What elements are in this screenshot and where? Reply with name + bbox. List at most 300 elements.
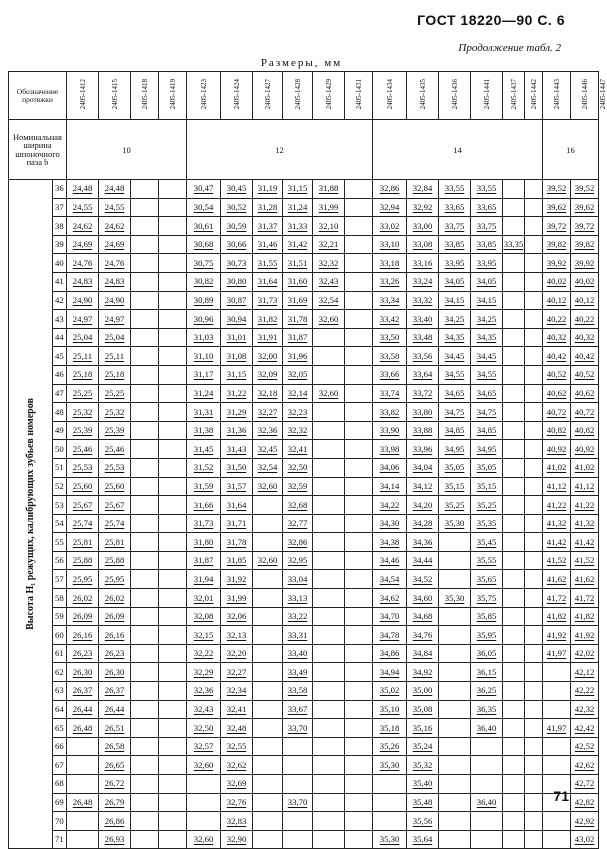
value-cell [131, 626, 159, 645]
value-cell [313, 644, 345, 663]
value-cell: 33,88 [407, 421, 439, 440]
value-cell [313, 793, 345, 812]
value-cell: 33,66 [373, 365, 407, 384]
value-cell [543, 737, 571, 756]
value-cell: 35,15 [471, 477, 503, 496]
value-cell: 31,28 [253, 198, 283, 217]
value-cell [525, 365, 543, 384]
value-cell [503, 700, 525, 719]
value-cell: 32,69 [221, 775, 253, 794]
value-cell: 31,15 [221, 365, 253, 384]
value-cell: 32,62 [221, 756, 253, 775]
value-cell: 31,45 [187, 440, 221, 459]
value-cell: 40,12 [543, 291, 571, 310]
value-cell [503, 180, 525, 199]
value-cell: 32,76 [221, 793, 253, 812]
value-cell: 34,15 [439, 291, 471, 310]
value-cell [131, 607, 159, 626]
value-cell: 24,55 [67, 198, 99, 217]
table-row [9, 812, 599, 831]
value-cell: 31,29 [221, 403, 253, 422]
value-cell [131, 496, 159, 515]
value-cell [313, 830, 345, 849]
value-cell [471, 812, 503, 831]
value-cell: 26,16 [99, 626, 131, 645]
value-cell: 41,12 [571, 477, 599, 496]
value-cell: 33,34 [373, 291, 407, 310]
value-cell: 30,82 [187, 272, 221, 291]
designation-label: 2405-1415 [110, 79, 119, 110]
table-row [9, 682, 599, 701]
value-cell: 34,35 [439, 328, 471, 347]
value-cell [439, 700, 471, 719]
value-cell [345, 328, 373, 347]
tooth-number: 69 [53, 793, 67, 812]
value-cell: 40,22 [571, 310, 599, 329]
designation-label: 2405-1418 [140, 79, 149, 110]
value-cell: 25,60 [99, 477, 131, 496]
value-cell: 26,79 [99, 793, 131, 812]
value-cell: 40,52 [543, 365, 571, 384]
value-cell [345, 347, 373, 366]
value-cell: 33,58 [373, 347, 407, 366]
tooth-number: 45 [53, 347, 67, 366]
value-cell: 24,69 [67, 235, 99, 254]
table-row [9, 644, 599, 663]
value-cell: 32,21 [313, 235, 345, 254]
height-label: Высота H₁ режущих, калибрующих зубьев номеров [24, 398, 36, 631]
value-cell [131, 644, 159, 663]
value-cell [525, 328, 543, 347]
value-cell: 39,52 [543, 180, 571, 199]
value-cell: 31,24 [187, 384, 221, 403]
value-cell: 32,77 [283, 514, 313, 533]
value-cell: 41,97 [543, 644, 571, 663]
value-cell: 33,75 [439, 217, 471, 236]
value-cell: 25,74 [99, 514, 131, 533]
value-cell: 31,43 [221, 440, 253, 459]
tooth-number: 46 [53, 365, 67, 384]
value-cell: 35,26 [373, 737, 407, 756]
value-cell [253, 737, 283, 756]
value-cell: 33,10 [373, 235, 407, 254]
value-cell: 26,93 [99, 830, 131, 849]
value-cell: 31,64 [253, 272, 283, 291]
value-cell [67, 830, 99, 849]
value-cell: 30,45 [221, 180, 253, 199]
value-cell [471, 830, 503, 849]
value-cell [159, 198, 187, 217]
tooth-number: 41 [53, 272, 67, 291]
value-cell [503, 589, 525, 608]
value-cell [525, 644, 543, 663]
width-16: 16 [543, 120, 599, 180]
value-cell [131, 570, 159, 589]
table-row [9, 663, 599, 682]
table-row [9, 198, 599, 217]
value-cell [187, 775, 221, 794]
value-cell: 30,66 [221, 235, 253, 254]
value-cell: 32,55 [221, 737, 253, 756]
value-cell [131, 737, 159, 756]
value-cell: 33,04 [283, 570, 313, 589]
width-header: Номинальная ширина шпоночного паза b [9, 120, 67, 180]
table-row [9, 440, 599, 459]
value-cell: 25,46 [67, 440, 99, 459]
value-cell [313, 496, 345, 515]
value-cell: 25,39 [99, 421, 131, 440]
tooth-number: 47 [53, 384, 67, 403]
value-cell [131, 347, 159, 366]
value-cell: 42,72 [571, 775, 599, 794]
designation-2405-1446 [571, 72, 599, 120]
value-cell: 40,12 [571, 291, 599, 310]
value-cell [525, 514, 543, 533]
value-cell: 30,96 [187, 310, 221, 329]
value-cell [345, 756, 373, 775]
value-cell: 39,82 [571, 235, 599, 254]
value-cell: 40,42 [571, 347, 599, 366]
width-12: 12 [187, 120, 373, 180]
table-row [9, 365, 599, 384]
value-cell [471, 737, 503, 756]
value-cell [439, 812, 471, 831]
table-row [9, 737, 599, 756]
tooth-number: 36 [53, 180, 67, 199]
value-cell: 26,30 [99, 663, 131, 682]
value-cell [67, 737, 99, 756]
value-cell [131, 682, 159, 701]
designation-2405-1424 [221, 72, 253, 120]
value-cell [543, 663, 571, 682]
value-cell [253, 533, 283, 552]
value-cell [503, 310, 525, 329]
value-cell [503, 626, 525, 645]
tooth-number: 57 [53, 570, 67, 589]
value-cell [525, 180, 543, 199]
value-cell [131, 514, 159, 533]
value-cell: 32,68 [283, 496, 313, 515]
value-cell [543, 812, 571, 831]
value-cell: 31,33 [283, 217, 313, 236]
value-cell [253, 514, 283, 533]
value-cell: 35,00 [407, 682, 439, 701]
value-cell: 30,75 [187, 254, 221, 273]
value-cell [159, 737, 187, 756]
value-cell [345, 310, 373, 329]
value-cell: 31,10 [187, 347, 221, 366]
tooth-number: 49 [53, 421, 67, 440]
value-cell: 41,12 [543, 477, 571, 496]
value-cell [373, 793, 407, 812]
value-cell: 40,92 [571, 440, 599, 459]
value-cell [525, 756, 543, 775]
value-cell [253, 756, 283, 775]
value-cell: 24,62 [99, 217, 131, 236]
value-cell [345, 775, 373, 794]
value-cell: 33,16 [407, 254, 439, 273]
value-cell [313, 812, 345, 831]
table-row [9, 421, 599, 440]
value-cell [439, 756, 471, 775]
value-cell [253, 719, 283, 738]
value-cell [503, 403, 525, 422]
value-cell: 31,36 [221, 421, 253, 440]
value-cell [159, 812, 187, 831]
value-cell: 35,40 [407, 775, 439, 794]
value-cell: 35,85 [471, 607, 503, 626]
value-cell: 42,92 [571, 812, 599, 831]
designation-label: 2405-1427 [263, 79, 272, 110]
value-cell: 30,68 [187, 235, 221, 254]
value-cell: 41,22 [543, 496, 571, 515]
value-cell: 30,59 [221, 217, 253, 236]
value-cell: 33,95 [439, 254, 471, 273]
value-cell [345, 626, 373, 645]
value-cell [67, 756, 99, 775]
value-cell: 33,50 [373, 328, 407, 347]
value-cell: 35,02 [373, 682, 407, 701]
value-cell: 26,72 [99, 775, 131, 794]
value-cell: 35,30 [439, 514, 471, 533]
tooth-number: 44 [53, 328, 67, 347]
table-row [9, 830, 599, 849]
value-cell: 35,24 [407, 737, 439, 756]
value-cell: 24,76 [67, 254, 99, 273]
value-cell: 34,28 [407, 514, 439, 533]
value-cell [503, 217, 525, 236]
value-cell: 33,85 [439, 235, 471, 254]
value-cell [439, 719, 471, 738]
value-cell [313, 421, 345, 440]
value-cell [439, 644, 471, 663]
value-cell: 35,35 [471, 514, 503, 533]
table-row [9, 607, 599, 626]
value-cell: 41,62 [543, 570, 571, 589]
table-row [9, 533, 599, 552]
value-cell [253, 496, 283, 515]
value-cell: 31,42 [283, 235, 313, 254]
value-cell: 35,75 [471, 589, 503, 608]
value-cell: 35,30 [439, 589, 471, 608]
table-row [9, 217, 599, 236]
value-cell [131, 775, 159, 794]
designation-label: 2405-1436 [450, 79, 459, 110]
tooth-number: 68 [53, 775, 67, 794]
value-cell: 33,31 [283, 626, 313, 645]
value-cell: 31,17 [187, 365, 221, 384]
value-cell [345, 496, 373, 515]
table-row [9, 626, 599, 645]
value-cell: 36,40 [471, 793, 503, 812]
value-cell: 25,53 [99, 458, 131, 477]
value-cell [187, 812, 221, 831]
value-cell: 26,37 [67, 682, 99, 701]
value-cell: 34,84 [407, 644, 439, 663]
value-cell: 24,97 [99, 310, 131, 329]
value-cell: 34,25 [439, 310, 471, 329]
value-cell: 32,60 [187, 830, 221, 849]
value-cell [253, 700, 283, 719]
value-cell [345, 682, 373, 701]
value-cell: 32,90 [221, 830, 253, 849]
value-cell: 40,32 [571, 328, 599, 347]
value-cell: 31,46 [253, 235, 283, 254]
value-cell [131, 421, 159, 440]
value-cell: 26,02 [67, 589, 99, 608]
value-cell: 42,82 [571, 793, 599, 812]
value-cell [313, 403, 345, 422]
tooth-number: 39 [53, 235, 67, 254]
value-cell: 32,86 [283, 533, 313, 552]
value-cell: 32,36 [187, 682, 221, 701]
value-cell [345, 700, 373, 719]
designation-label: 2405-1447 [599, 79, 607, 110]
value-cell: 32,50 [187, 719, 221, 738]
value-cell [503, 830, 525, 849]
value-cell [313, 514, 345, 533]
tooth-number: 37 [53, 198, 67, 217]
value-cell: 35,55 [471, 551, 503, 570]
table-row [9, 403, 599, 422]
value-cell [131, 328, 159, 347]
designation-2405-1436 [439, 72, 471, 120]
value-cell: 33,67 [283, 700, 313, 719]
value-cell: 25,04 [99, 328, 131, 347]
value-cell [159, 626, 187, 645]
value-cell: 24,76 [99, 254, 131, 273]
value-cell: 36,05 [471, 644, 503, 663]
value-cell [503, 384, 525, 403]
value-cell [131, 700, 159, 719]
value-cell [525, 737, 543, 756]
value-cell [159, 663, 187, 682]
value-cell [313, 570, 345, 589]
value-cell [503, 477, 525, 496]
value-cell: 30,73 [221, 254, 253, 273]
value-cell: 34,44 [407, 551, 439, 570]
value-cell [525, 254, 543, 273]
value-cell: 31,73 [187, 514, 221, 533]
value-cell: 33,96 [407, 440, 439, 459]
designation-2405-1429 [313, 72, 345, 120]
value-cell: 34,86 [373, 644, 407, 663]
designation-label: 2405-1437 [509, 79, 518, 110]
value-cell: 31,01 [221, 328, 253, 347]
value-cell [543, 756, 571, 775]
value-cell [503, 737, 525, 756]
value-cell: 40,22 [543, 310, 571, 329]
value-cell: 34,46 [373, 551, 407, 570]
value-cell [159, 607, 187, 626]
value-cell: 32,20 [221, 644, 253, 663]
value-cell: 42,32 [571, 700, 599, 719]
value-cell: 41,52 [571, 551, 599, 570]
value-cell [439, 607, 471, 626]
tooth-number: 42 [53, 291, 67, 310]
tooth-number: 63 [53, 682, 67, 701]
value-cell [313, 589, 345, 608]
value-cell [345, 663, 373, 682]
value-cell [159, 403, 187, 422]
value-cell [159, 496, 187, 515]
value-cell: 34,75 [439, 403, 471, 422]
value-cell [345, 384, 373, 403]
value-cell: 40,52 [571, 365, 599, 384]
value-cell [131, 663, 159, 682]
value-cell: 30,89 [187, 291, 221, 310]
table-row [9, 477, 599, 496]
value-cell: 41,52 [543, 551, 571, 570]
value-cell [131, 291, 159, 310]
value-cell [503, 365, 525, 384]
value-cell: 42,22 [571, 682, 599, 701]
value-cell [159, 551, 187, 570]
value-cell: 32,22 [187, 644, 221, 663]
value-cell [131, 812, 159, 831]
value-cell: 35,15 [439, 477, 471, 496]
value-cell [131, 310, 159, 329]
value-cell [345, 719, 373, 738]
value-cell: 25,18 [99, 365, 131, 384]
designation-2405-1437 [503, 72, 525, 120]
value-cell: 32,05 [283, 365, 313, 384]
value-cell: 43,02 [571, 830, 599, 849]
designation-2405-1435 [407, 72, 439, 120]
value-cell: 41,62 [571, 570, 599, 589]
value-cell: 41,82 [571, 607, 599, 626]
value-cell: 34,15 [471, 291, 503, 310]
table-row [9, 235, 599, 254]
value-cell [503, 291, 525, 310]
value-cell [159, 180, 187, 199]
value-cell: 24,69 [99, 235, 131, 254]
value-cell [503, 812, 525, 831]
designation-label: 2405-1419 [168, 79, 177, 110]
value-cell: 33,02 [373, 217, 407, 236]
value-cell: 33,74 [373, 384, 407, 403]
value-cell: 33,42 [373, 310, 407, 329]
value-cell [313, 328, 345, 347]
value-cell: 31,03 [187, 328, 221, 347]
value-cell [313, 682, 345, 701]
value-cell: 34,65 [439, 384, 471, 403]
value-cell [525, 775, 543, 794]
value-cell [313, 365, 345, 384]
value-cell [503, 663, 525, 682]
value-cell [159, 700, 187, 719]
value-cell: 26,48 [67, 793, 99, 812]
value-cell [131, 235, 159, 254]
designation-label: 2405-1431 [354, 79, 363, 110]
tooth-number: 54 [53, 514, 67, 533]
value-cell: 24,90 [99, 291, 131, 310]
value-cell: 40,82 [571, 421, 599, 440]
value-cell: 32,54 [313, 291, 345, 310]
table-row [9, 458, 599, 477]
table-row [9, 756, 599, 775]
value-cell: 32,45 [253, 440, 283, 459]
value-cell: 41,32 [571, 514, 599, 533]
value-cell [159, 310, 187, 329]
value-cell: 31,55 [253, 254, 283, 273]
value-cell: 39,82 [543, 235, 571, 254]
value-cell: 32,60 [253, 477, 283, 496]
tooth-number: 43 [53, 310, 67, 329]
value-cell: 26,65 [99, 756, 131, 775]
value-cell: 32,06 [221, 607, 253, 626]
value-cell: 33,49 [283, 663, 313, 682]
